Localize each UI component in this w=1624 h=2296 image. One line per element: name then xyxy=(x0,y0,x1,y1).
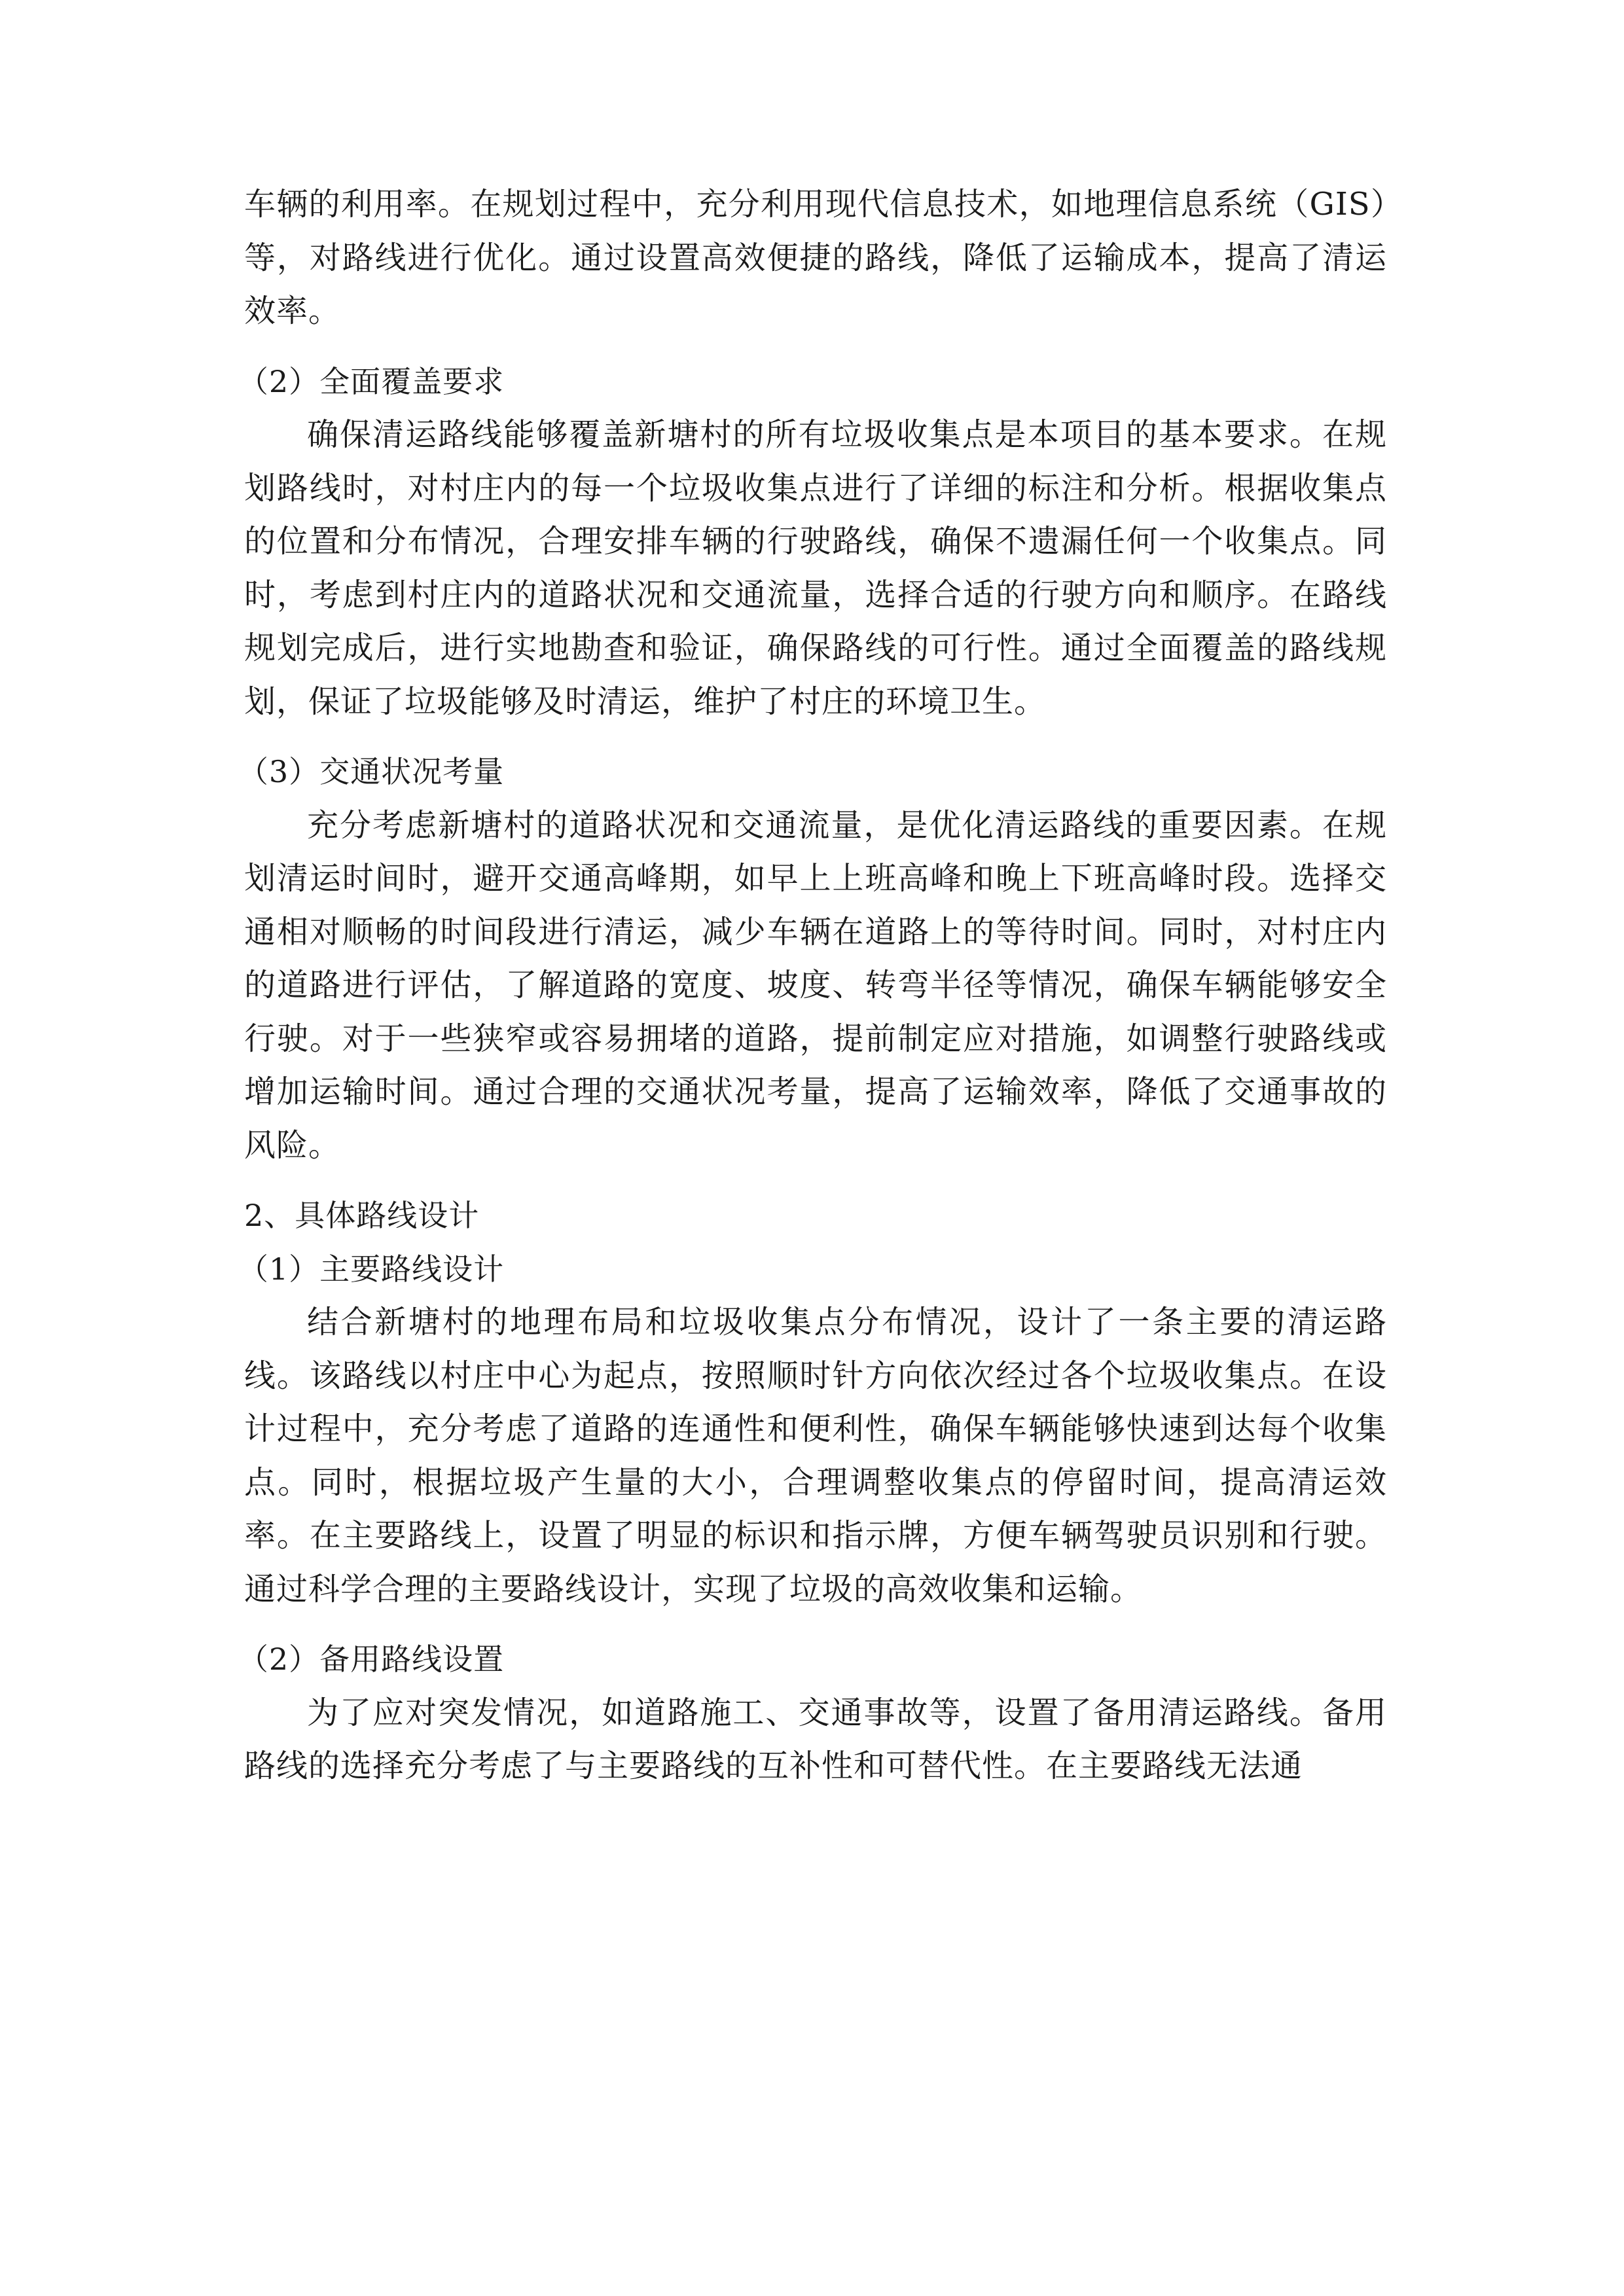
section-heading-route-design: 2、具体路线设计 xyxy=(244,1198,480,1233)
paragraph-backup-route: 为了应对突发情况，如道路施工、交通事故等，设置了备用清运路线。备用路线的选择充分考虑了与主要路线的互补性和可替代性。在主要路线无法通 xyxy=(244,1694,1387,1784)
subheading-backup-route: （2）备用路线设置 xyxy=(238,1641,505,1677)
paragraph-continued: 车辆的利用率。在规划过程中，充分利用现代信息技术，如地理信息系统（GIS）等，对路线进行优化。通过设置高效便捷的路线，降低了运输成本，提高了清运效率。 xyxy=(244,186,1387,329)
subheading-traffic-conditions: （3）交通状况考量 xyxy=(238,754,505,789)
subheading-full-coverage: （2）全面覆盖要求 xyxy=(238,363,505,399)
document-page xyxy=(238,178,1387,1793)
paragraph-full-coverage: 确保清运路线能够覆盖新塘村的所有垃圾收集点是本项目的基本要求。在规划路线时，对村庄内的每一个垃圾收集点进行了详细的标注和分析。根据收集点的位置和分布情况，合理安排车辆的行驶路线，确保不遗漏任何一个收集点。同时，考虑到村庄内的道路状况和交通流量，选择合适的行驶方向和顺序。在路线规划完成后，进行实地勘查和验证，确保路线的可行性。通过全面覆盖的路线规划，保证了垃圾能够及时清运，维护了村庄的环境卫生。 xyxy=(244,416,1387,720)
paragraph-traffic-conditions: 充分考虑新塘村的道路状况和交通流量，是优化清运路线的重要因素。在规划清运时间时，避开交通高峰期，如早上上班高峰和晚上下班高峰时段。选择交通相对顺畅的时间段进行清运，减少车辆在道路上的等待时间。同时，对村庄内的道路进行评估，了解道路的宽度、坡度、转弯半径等情况，确保车辆能够安全行驶。对于一些狭窄或容易拥堵的道路，提前制定应对措施，如调整行驶路线或增加运输时间。通过合理的交通状况考量，提高了运输效率，降低了交通事故的风险。 xyxy=(244,806,1387,1164)
subheading-main-route: （1）主要路线设计 xyxy=(238,1251,505,1287)
paragraph-main-route: 结合新塘村的地理布局和垃圾收集点分布情况，设计了一条主要的清运路线。该路线以村庄中心为起点，按照顺时针方向依次经过各个垃圾收集点。在设计过程中，充分考虑了道路的连通性和便利性，确保车辆能够快速到达每个收集点。同时，根据垃圾产生量的大小，合理调整收集点的停留时间，提高清运效率。在主要路线上，设置了明显的标识和指示牌，方便车辆驾驶员识别和行驶。通过科学合理的主要路线设计，实现了垃圾的高效收集和运输。 xyxy=(244,1304,1387,1607)
